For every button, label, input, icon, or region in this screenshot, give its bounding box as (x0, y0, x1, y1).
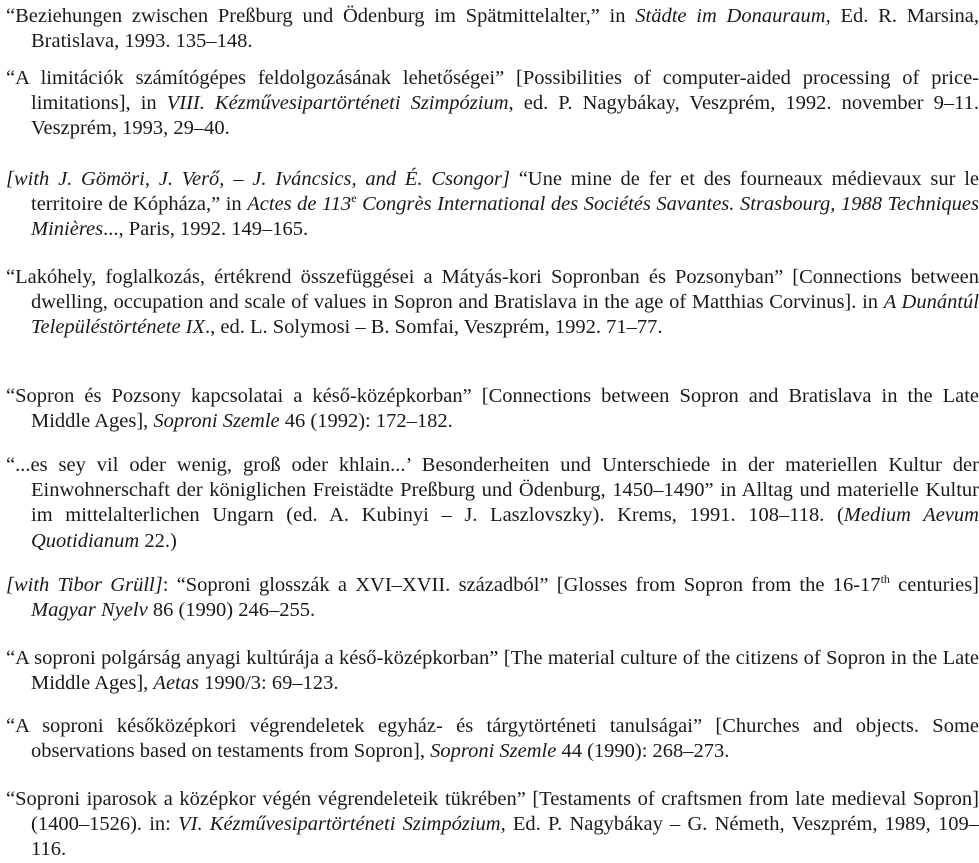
entry-text: “Lakóhely, foglalkozás, értékrend összefüggései a Mátyás-kori Sopronban és Pozsonyban” [Connections between dwelling, occupation and scale of values in Sopron and Bratislava in the age of Matthias Corvinus]. in (6, 266, 979, 314)
bibliography-entry (6, 646, 979, 696)
italic-text: Aetas (153, 672, 199, 695)
superscript: th (880, 572, 890, 587)
bibliography-entry (6, 66, 979, 142)
entry-text: , Ed. R. Marsina, Bratislava, 1993. 135–148. (31, 5, 979, 53)
entry-text: ..., Paris, 1992. 149–165. (103, 218, 309, 241)
entry-text: “Sopron és Pozsony kapcsolatai a késő-középkorban” [Connections between Sopron and Bratislava in the Late Middle Ages], (6, 385, 979, 433)
entry-text: , Ed. P. Nagybákay – G. Németh, Veszprém, 1989, 109–116. (31, 813, 979, 861)
italic-text: VIII. Kézművesipartörténeti Szimpózium (166, 92, 509, 115)
entry-text: “A soproni polgárság anyagi kultúrája a késő-középkorban” [The material culture of the citizens of Sopron in the Late Middle Ages], (6, 647, 979, 695)
italic-text: Soproni Szemle (430, 740, 557, 763)
italic-text: Congrès International des Sociétés Savantes. Strasbourg, 1988 Techniques Minières (31, 193, 979, 241)
entry-text: ., ed. L. Solymosi – B. Somfai, Veszprém, 1992. 71–77. (205, 316, 663, 339)
bibliography-entry (6, 167, 979, 243)
entry-text: “Soproni iparosok a középkor végén végrendeleteik tükrében” [Testaments of craftsmen from late medieval Sopron] (1400–1526). in: (6, 788, 979, 836)
entry-text: “Une mine de fer et des fourneaux médievaux sur le territoire de Kópháza,” in (31, 168, 979, 216)
entry-text: 44 (1990): 268–273. (556, 740, 730, 763)
italic-text: Städte im Donauraum (635, 5, 826, 27)
entry-text: “A soproni későközépkori végrendeletek egyház- és tárgytörténeti tanulságai” [Churches and objects. Some observations based on testaments from Sopron], (6, 715, 979, 763)
bibliography-entry (6, 384, 979, 434)
bibliography-entry (6, 787, 979, 863)
italic-text: Soproni Szemle (153, 410, 280, 433)
italic-text: Actes de 113 (247, 193, 352, 216)
italic-text: [with J. Gömöri, J. Verő, – J. Iváncsics, and É. Csongor] (6, 168, 510, 190)
entry-text: 1990/3: 69–123. (198, 672, 339, 695)
entry-text: , ed. P. Nagybákay, Veszprém, 1992. november 9–11. Veszprém, 1993, 29–40. (31, 92, 979, 140)
bibliography-entry (6, 4, 979, 54)
bibliography-entry (6, 265, 979, 341)
bibliography-entry (6, 573, 979, 623)
italic-text: A Dunántúl Településtörténete IX (31, 291, 979, 339)
superscript: e (351, 191, 357, 206)
entry-text: centuries] (889, 574, 979, 596)
entry-text: “Beziehungen zwischen Preßburg und Ödenburg im Spätmittelalter,” in (6, 5, 636, 27)
entry-text: 22.) (139, 529, 177, 552)
italic-text: [with Tibor Grüll] (6, 574, 163, 596)
entry-text: 46 (1992): 172–182. (279, 410, 453, 433)
entry-text: 86 (1990) 246–255. (147, 599, 316, 622)
bibliography-entry (6, 453, 979, 554)
entry-text: : “Soproni glosszák a XVI–XVII. századból” [Glosses from Sopron from the 16-17 (162, 574, 881, 596)
italic-text: Magyar Nyelv (31, 599, 148, 622)
italic-text: VI. Kézművesipartörténeti Szimpózium (178, 813, 501, 836)
entry-text: “A limitációk számítógépes feldolgozásának lehetőségei” [Possibilities of computer-aided processing of price-limitations], in (6, 67, 979, 115)
bibliography-entry (6, 714, 979, 764)
entry-text: “...es sey vil oder wenig, groß oder khlain...’ Besonderheiten und Unterschiede in der materiellen Kultur der Einwohnerschaft der königlichen Freistädte Preßburg und Ödenburg, 1450–1490” in Alltag und materielle Kultur im mittelalterlichen Ungarn (ed. A. Kubinyi – J. Laszlovszky). Krems, 1991. 108–118. ( (6, 454, 979, 527)
italic-text: Medium Aevum Quotidianum (31, 504, 979, 552)
